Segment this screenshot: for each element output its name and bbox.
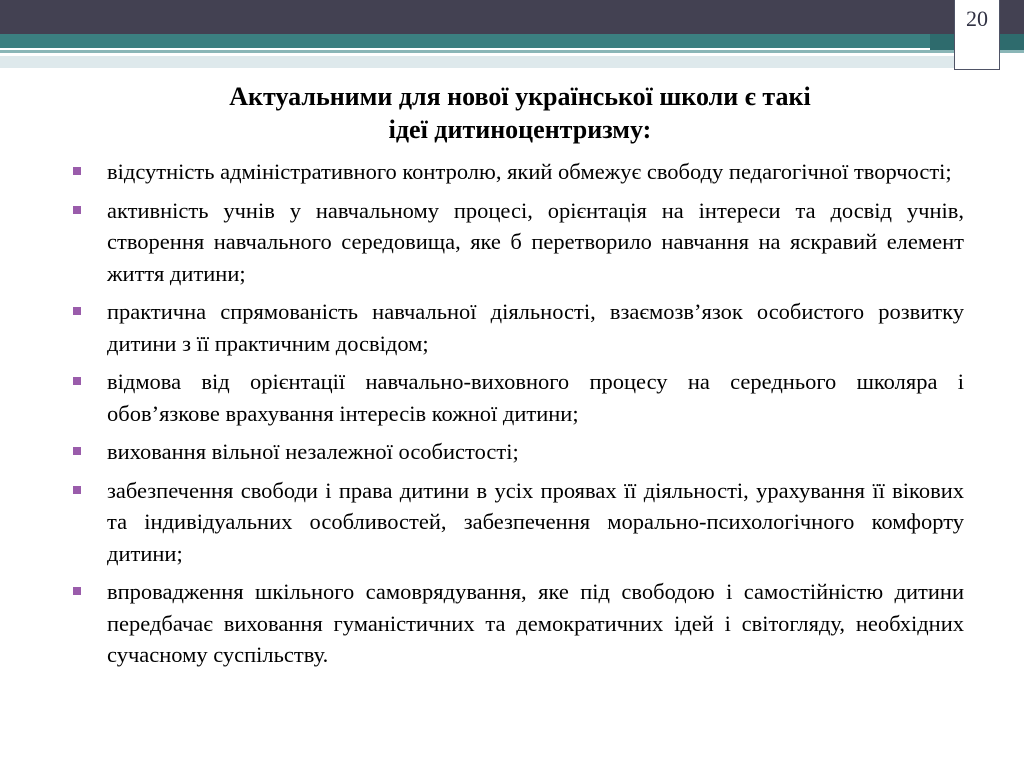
slide-title	[60, 80, 980, 146]
square-bullet-icon	[73, 447, 81, 455]
slide-title-line-2: ідеї дитиноцентризму:	[388, 115, 652, 144]
square-bullet-icon	[73, 587, 81, 595]
header-teal-band	[0, 34, 1024, 48]
bullet-text: виховання вільної незалежної особистості;	[107, 439, 519, 464]
slide-number: 20	[966, 6, 988, 31]
bullet-text: впровадження шкільного самоврядування, яке під свободою і самостійністю дитини передбачає виховання гуманістичних та демократичних ідей і світогляду, необхідних сучасному суспільству.	[107, 579, 964, 667]
bullet-text: активність учнів у навчальному процесі, орієнтація на інтереси та досвід учнів, створення навчального середовища, яке б перетворило навчання на яскравий елемент життя дитини;	[107, 197, 964, 286]
bullet-item	[72, 436, 964, 468]
square-bullet-icon	[73, 486, 81, 494]
bullet-text: відмова від орієнтації навчально-виховного процесу на середнього школяра і обов’язкове врахування інтересів кожної дитини;	[107, 369, 964, 426]
square-bullet-icon	[73, 377, 81, 385]
bullet-item	[72, 475, 964, 570]
bullet-item	[72, 366, 964, 429]
bullet-item	[72, 576, 964, 671]
square-bullet-icon	[73, 307, 81, 315]
bullet-list	[72, 156, 964, 678]
bullet-text: забезпечення свободи і права дитини в усіх проявах її діяльності, урахування її вікових та індивідуальних особливостей, забезпечення морально-психологічного комфорту дитини;	[107, 477, 964, 566]
square-bullet-icon	[73, 167, 81, 175]
header-teal-line	[0, 50, 1024, 53]
bullet-item	[72, 296, 964, 359]
header-dark-band	[0, 0, 1024, 34]
square-bullet-icon	[73, 206, 81, 214]
bullet-item	[72, 156, 964, 188]
slide-title-line-1: Актуальними для нової української школи є такі	[229, 82, 811, 111]
bullet-text: відсутність адміністративного контролю, який обмежує свободу педагогічної творчості;	[107, 159, 952, 184]
bullet-item	[72, 195, 964, 290]
header-light-strip	[0, 56, 1000, 68]
bullet-text: практична спрямованість навчальної діяльності, взаємозв’язок особистого розвитку дитини з її практичним досвідом;	[107, 299, 964, 356]
